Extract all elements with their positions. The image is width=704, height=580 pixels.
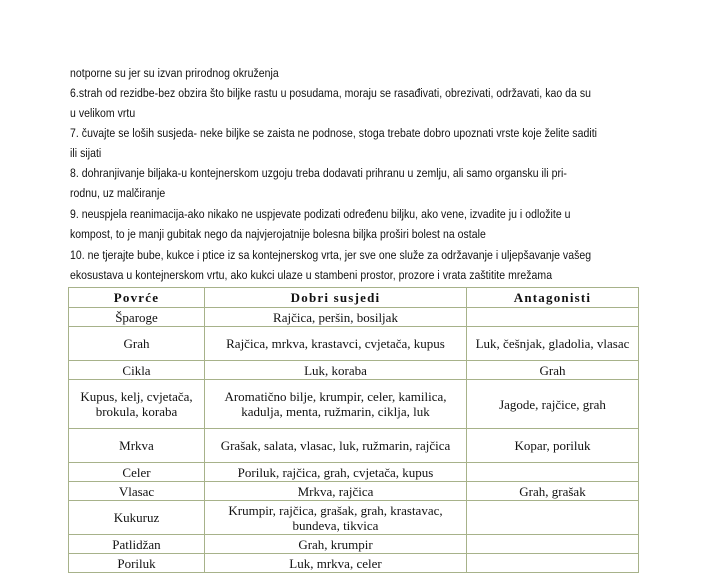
vegetable-cell: Poriluk — [69, 554, 205, 573]
table-row — [69, 308, 639, 327]
good-neighbors-cell: Luk, koraba — [205, 361, 467, 380]
table-row — [69, 554, 639, 573]
paragraph-line: 8. dohranjivanje biljaka-u kontejnerskom uzgoju treba dodavati prihranu u zemlju, ali samo organsku ili pri- — [70, 166, 567, 180]
table-header-row — [69, 288, 639, 308]
antagonists-cell: Grah — [467, 361, 639, 380]
good-neighbors-cell: Grašak, salata, vlasac, luk, ružmarin, rajčica — [205, 429, 467, 463]
antagonists-cell — [467, 554, 639, 573]
good-neighbors-cell: Rajčica, mrkva, krastavci, cvjetača, kupus — [205, 327, 467, 361]
vegetable-cell: Vlasac — [69, 482, 205, 501]
header-good-neighbors: Dobri susjedi — [205, 288, 467, 308]
good-neighbors-cell: Luk, mrkva, celer — [205, 554, 467, 573]
good-neighbors-cell: Mrkva, rajčica — [205, 482, 467, 501]
good-neighbors-cell: Rajčica, peršin, bosiljak — [205, 308, 467, 327]
table-row — [69, 429, 639, 463]
paragraph-line: rodnu, uz malčiranje — [70, 186, 166, 200]
paragraph-line: kompost, to je manji gubitak nego da najvjerojatnije bolesna biljka proširi bolest na ostale — [70, 227, 486, 241]
paragraph-line: 10. ne tjerajte bube, kukce i ptice iz sa kontejnerskog vrta, jer sve one služe za održavanje i uljepšavanje vašeg — [70, 248, 592, 262]
antagonists-cell — [467, 535, 639, 554]
vegetable-cell: Grah — [69, 327, 205, 361]
antagonists-cell: Jagode, rajčice, grah — [467, 380, 639, 429]
table-row — [69, 463, 639, 482]
table-row — [69, 535, 639, 554]
vegetable-cell: Kukuruz — [69, 501, 205, 535]
paragraph-line: ili sijati — [70, 146, 102, 160]
paragraph-line: 9. neuspjela reanimacija-ako nikako ne uspjevate podizati određenu biljku, ako vene, izvadite ju i odložite u — [70, 207, 571, 221]
antagonists-cell — [467, 463, 639, 482]
table-row — [69, 482, 639, 501]
companion-planting-table — [68, 287, 639, 573]
antagonists-cell — [467, 501, 639, 535]
antagonists-cell — [467, 308, 639, 327]
vegetable-cell: Celer — [69, 463, 205, 482]
header-vegetable: Povrće — [69, 288, 205, 308]
paragraph-line: notporne su jer su izvan prirodnog okruženja — [70, 66, 279, 80]
table-row — [69, 380, 639, 429]
vegetable-cell: Patlidžan — [69, 535, 205, 554]
header-antagonists: Antagonisti — [467, 288, 639, 308]
paragraph-line: 7. čuvajte se loših susjeda- neke biljke se zaista ne podnose, stoga trebate dobro upoznati vrste koje želite saditi — [70, 126, 598, 140]
good-neighbors-cell: Poriluk, rajčica, grah, cvjetača, kupus — [205, 463, 467, 482]
good-neighbors-cell: Grah, krumpir — [205, 535, 467, 554]
paragraph-line: ekosustava u kontejnerskom vrtu, ako kukci ulaze u stambeni prostor, prozore i vrata zaštitite mrežama — [70, 268, 553, 282]
antagonists-cell: Kopar, poriluk — [467, 429, 639, 463]
vegetable-cell: Mrkva — [69, 429, 205, 463]
table-row — [69, 501, 639, 535]
good-neighbors-cell: Krumpir, rajčica, grašak, grah, krastavac, bundeva, tikvica — [205, 501, 467, 535]
vegetable-cell: Šparoge — [69, 308, 205, 327]
vegetable-cell: Kupus, kelj, cvjetača, brokula, koraba — [69, 380, 205, 429]
paragraph-line: u velikom vrtu — [70, 106, 136, 120]
good-neighbors-cell: Aromatično bilje, krumpir, celer, kamilica, kadulja, menta, ružmarin, ciklja, luk — [205, 380, 467, 429]
vegetable-cell: Cikla — [69, 361, 205, 380]
table-row — [69, 361, 639, 380]
table-row — [69, 327, 639, 361]
paragraph-line: 6.strah od rezidbe-bez obzira što biljke rastu u posudama, moraju se rasađivati, obrezivati, održavati, kao da su — [70, 86, 592, 100]
antagonists-cell: Grah, grašak — [467, 482, 639, 501]
antagonists-cell: Luk, češnjak, gladolia, vlasac — [467, 327, 639, 361]
